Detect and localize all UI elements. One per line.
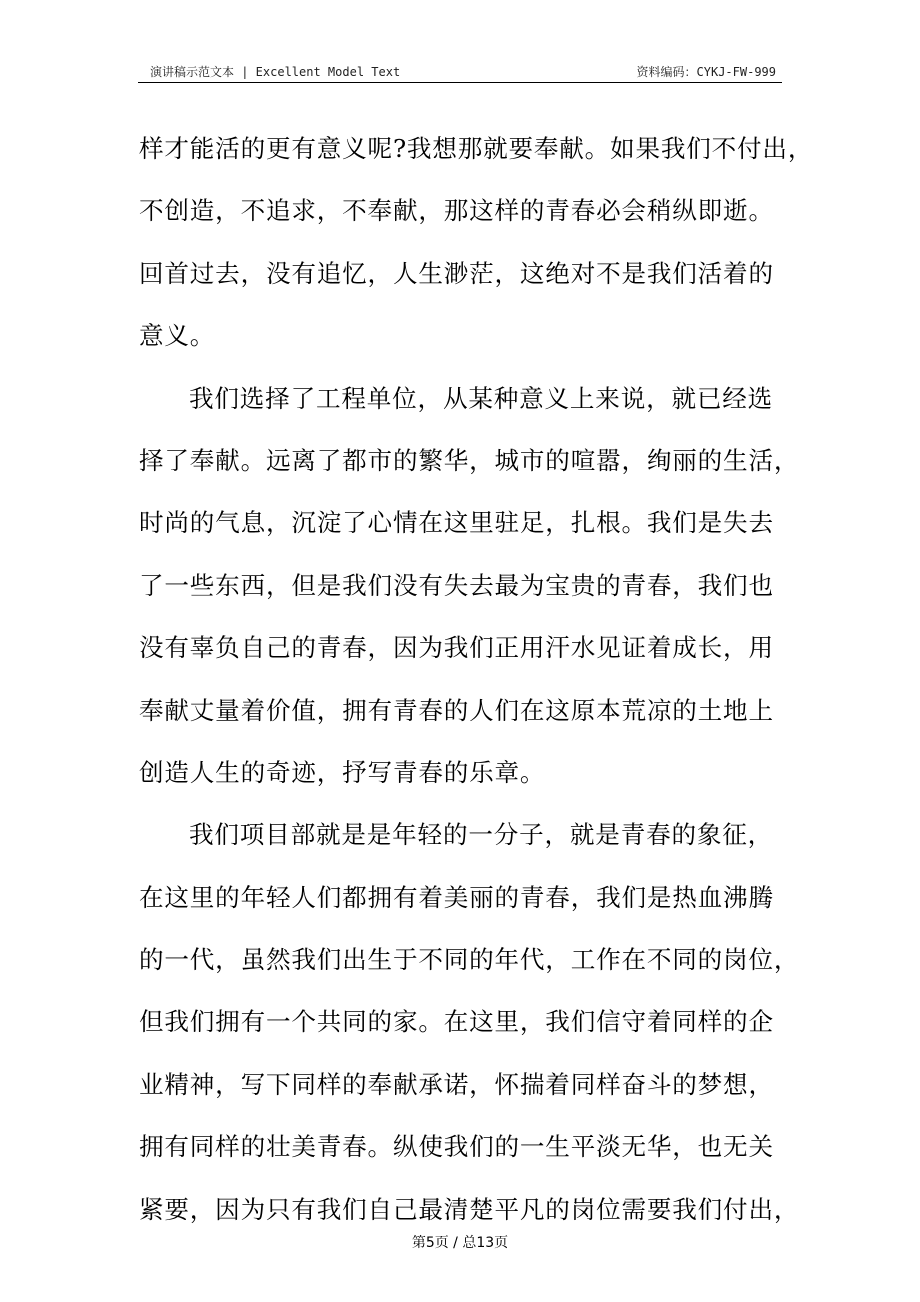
body-line: 不创造，不追求，不奉献，那这样的青春必会稍纵即逝。 <box>139 196 774 226</box>
body-line: 择了奉献。远离了都市的繁华，城市的喧嚣，绚丽的生活， <box>139 445 800 475</box>
body-line: 了一些东西，但是我们没有失去最为宝贵的青春，我们也 <box>139 570 774 600</box>
header-document-code: 资料编码：CYKJ-FW-999 <box>636 65 776 79</box>
body-line: 紧要，因为只有我们自己最清楚平凡的岗位需要我们付出， <box>139 1194 800 1224</box>
body-line-paragraph-start: 我们选择了工程单位，从某种意义上来说，就已经选 <box>189 383 774 413</box>
body-line: 拥有同样的壮美青春。纵使我们的一生平淡无华，也无关 <box>139 1132 774 1162</box>
body-line: 回首过去，没有追忆，人生渺茫，这绝对不是我们活着的 <box>139 258 774 288</box>
page-number: 第5页 / 总13页 <box>411 1235 509 1251</box>
page-header <box>138 60 782 83</box>
document-body <box>139 118 814 1241</box>
body-line: 时尚的气息，沉淀了心情在这里驻足，扎根。我们是失去 <box>139 508 774 538</box>
body-line: 没有辜负自己的青春，因为我们正用汗水见证着成长，用 <box>139 633 774 663</box>
body-line: 业精神，写下同样的奉献承诺，怀揣着同样奋斗的梦想， <box>139 1069 774 1099</box>
body-line: 但我们拥有一个共同的家。在这里，我们信守着同样的企 <box>139 1007 774 1037</box>
body-line: 样才能活的更有意义呢?我想那就要奉献。如果我们不付出， <box>139 134 814 163</box>
body-line: 在这里的年轻人们都拥有着美丽的青春，我们是热血沸腾 <box>139 882 774 912</box>
header-document-type: 演讲稿示范文本 | Excellent Model Text <box>150 65 401 79</box>
body-line-paragraph-start: 我们项目部就是是年轻的一分子，就是青春的象征， <box>189 820 774 850</box>
body-line: 创造人生的奇迹，抒写青春的乐章。 <box>139 757 546 787</box>
body-line: 的一代，虽然我们出生于不同的年代，工作在不同的岗位， <box>139 945 800 975</box>
body-line: 奉献丈量着价值，拥有青春的人们在这原本荒凉的土地上 <box>139 695 774 725</box>
body-line: 意义。 <box>139 321 216 351</box>
